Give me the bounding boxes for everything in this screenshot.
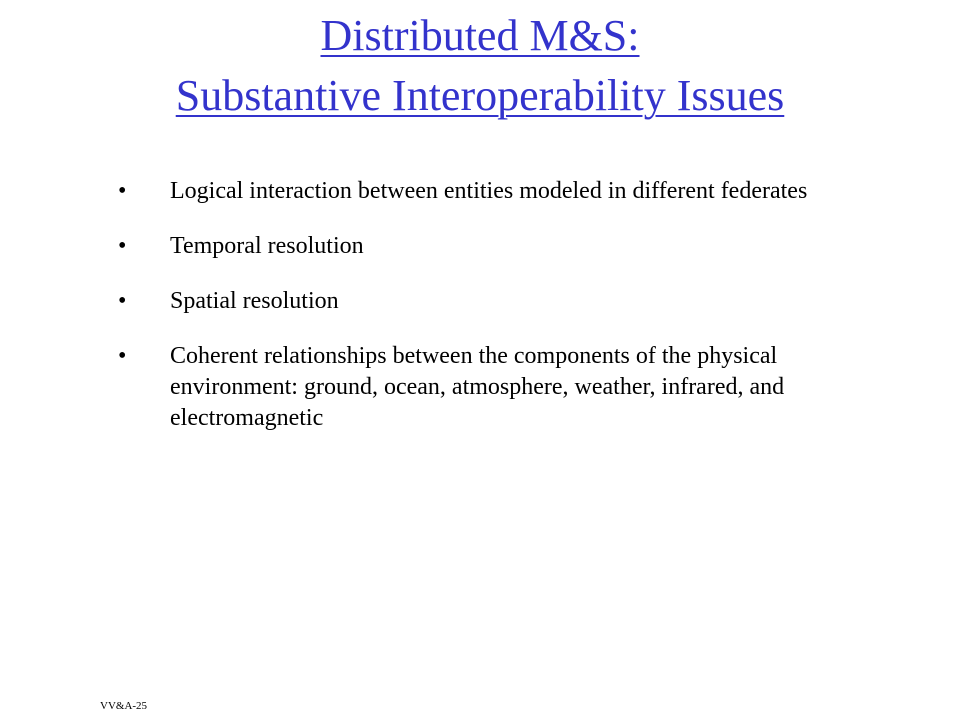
- bullet-dot-icon: •: [118, 288, 127, 314]
- bullet-dot-icon: •: [118, 233, 127, 259]
- bullet-list: [118, 176, 908, 458]
- title-line-1: Distributed M&S:: [320, 11, 640, 60]
- slide-footer-label: VV&A-25: [100, 700, 148, 712]
- bullet-item-temporal-resolution: [118, 231, 908, 262]
- title-line-2: Substantive Interoperability Issues: [175, 71, 785, 120]
- slide-title: [0, 6, 960, 126]
- bullet-text: Coherent relationships between the components of the physical environment: ground, ocean, atmosphere, weather, infrared, and electromagnetic: [170, 343, 785, 431]
- bullet-dot-icon: •: [118, 343, 127, 369]
- bullet-text: Temporal resolution: [170, 233, 364, 259]
- bullet-item-coherent-relationships: [118, 341, 908, 434]
- bullet-text: Spatial resolution: [170, 288, 339, 314]
- bullet-dot-icon: •: [118, 178, 127, 204]
- bullet-text: Logical interaction between entities modeled in different federates: [170, 178, 808, 204]
- bullet-item-logical-interaction: [118, 176, 908, 207]
- bullet-item-spatial-resolution: [118, 286, 908, 317]
